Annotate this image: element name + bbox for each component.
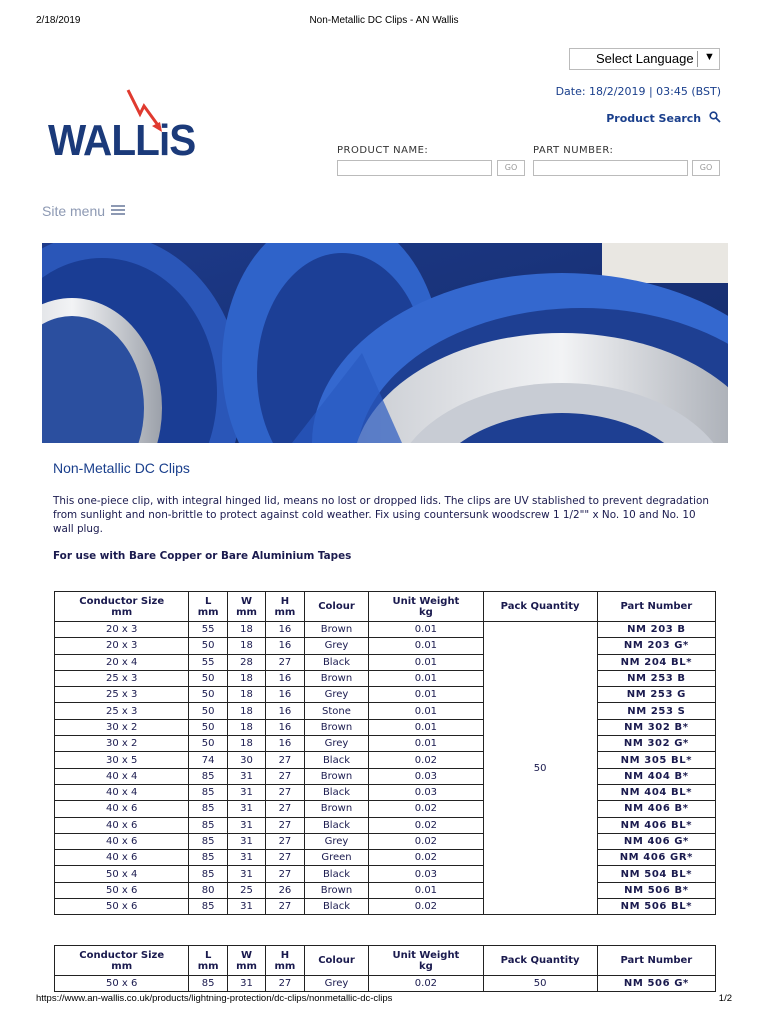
unit-weight-cell: 0.01 <box>369 654 483 670</box>
conductor-size-cell: 40 x 6 <box>55 850 189 866</box>
part-number-cell[interactable]: NM 253 G <box>597 687 715 703</box>
pack-quantity-cell: 50 <box>483 622 597 915</box>
conductor-size-cell: 25 x 3 <box>55 670 189 686</box>
conductor-size-cell: 40 x 4 <box>55 768 189 784</box>
table-row <box>55 833 716 849</box>
conductor-size-cell: 30 x 5 <box>55 752 189 768</box>
language-select[interactable] <box>569 48 720 70</box>
length-cell: 85 <box>189 784 227 800</box>
table-row <box>55 622 716 638</box>
width-cell: 31 <box>227 899 265 915</box>
unit-weight-cell: 0.03 <box>369 866 483 882</box>
height-cell: 16 <box>266 670 304 686</box>
height-cell: 27 <box>266 784 304 800</box>
height-cell: 16 <box>266 703 304 719</box>
colour-cell: Brown <box>304 719 369 735</box>
width-cell: 25 <box>227 882 265 898</box>
hero-image <box>42 243 728 443</box>
intro-paragraph: This one-piece clip, with integral hinged lid, means no lost or dropped lids. The clips are UV stablished to prevent degradation from sunlight and non-brittle to protect against cold weather. Fix using countersunk woodscrew 1 1/2"" x No. 10 and No. 10 wall plug. <box>53 495 709 535</box>
col-unit-weight: Unit Weight kg <box>369 946 483 976</box>
conductor-size-cell: 20 x 3 <box>55 622 189 638</box>
conductor-size-cell: 40 x 6 <box>55 801 189 817</box>
colour-cell: Brown <box>304 768 369 784</box>
length-cell: 85 <box>189 850 227 866</box>
length-cell: 50 <box>189 703 227 719</box>
col-part-number: Part Number <box>597 946 715 976</box>
col-colour: Colour <box>304 592 369 622</box>
colour-cell: Black <box>304 817 369 833</box>
part-number-cell[interactable]: NM 305 BL* <box>597 752 715 768</box>
length-cell: 85 <box>189 833 227 849</box>
product-name-label: PRODUCT NAME: <box>337 145 429 156</box>
length-cell: 55 <box>189 622 227 638</box>
width-cell: 18 <box>227 670 265 686</box>
unit-weight-cell: 0.02 <box>369 752 483 768</box>
height-cell: 27 <box>266 850 304 866</box>
col-conductor-size: Conductor Size mm <box>55 592 189 622</box>
hamburger-menu-icon <box>111 205 125 215</box>
table-row <box>55 719 716 735</box>
width-cell: 31 <box>227 850 265 866</box>
unit-weight-cell: 0.03 <box>369 784 483 800</box>
language-select-divider <box>697 51 698 67</box>
search-icon <box>709 111 721 123</box>
table-row <box>55 654 716 670</box>
colour-cell: Grey <box>304 736 369 752</box>
conductor-size-cell: 50 x 6 <box>55 882 189 898</box>
unit-weight-cell: 0.03 <box>369 768 483 784</box>
table-row <box>55 866 716 882</box>
colour-cell: Black <box>304 784 369 800</box>
height-cell: 16 <box>266 687 304 703</box>
width-cell: 31 <box>227 833 265 849</box>
length-cell: 50 <box>189 670 227 686</box>
height-cell: 27 <box>266 768 304 784</box>
col-w: W mm <box>227 592 265 622</box>
print-url: https://www.an-wallis.co.uk/products/lightning-protection/dc-clips/nonmetallic-dc-clips <box>36 993 393 1004</box>
conductor-size-cell: 50 x 4 <box>55 866 189 882</box>
colour-cell: Black <box>304 654 369 670</box>
length-cell: 85 <box>189 768 227 784</box>
length-cell: 55 <box>189 654 227 670</box>
product-search-label: Product Search <box>606 112 702 125</box>
unit-weight-cell: 0.02 <box>369 850 483 866</box>
dropdown-arrow-icon: ▼ <box>704 51 715 63</box>
col-part-number: Part Number <box>597 592 715 622</box>
length-cell: 85 <box>189 817 227 833</box>
width-cell: 31 <box>227 784 265 800</box>
colour-cell: Grey <box>304 687 369 703</box>
unit-weight-cell: 0.02 <box>369 833 483 849</box>
part-number-cell[interactable]: NM 406 GR* <box>597 850 715 866</box>
clips-table-continued <box>54 945 716 992</box>
part-number-cell[interactable]: NM 506 G* <box>597 976 715 992</box>
table-row <box>55 801 716 817</box>
conductor-size-cell: 25 x 3 <box>55 687 189 703</box>
unit-weight-cell: 0.02 <box>369 899 483 915</box>
table-row <box>55 752 716 768</box>
height-cell: 27 <box>266 833 304 849</box>
height-cell: 27 <box>266 899 304 915</box>
table-row <box>55 703 716 719</box>
unit-weight-cell: 0.01 <box>369 622 483 638</box>
part-number-label: PART NUMBER: <box>533 145 614 156</box>
height-cell: 16 <box>266 622 304 638</box>
print-date: 2/18/2019 <box>36 15 81 26</box>
height-cell: 27 <box>266 817 304 833</box>
part-number-input[interactable] <box>533 160 688 176</box>
colour-cell: Brown <box>304 622 369 638</box>
colour-cell: Brown <box>304 801 369 817</box>
width-cell: 18 <box>227 687 265 703</box>
table-row <box>55 899 716 915</box>
part-number-cell[interactable]: NM 406 G* <box>597 833 715 849</box>
length-cell: 74 <box>189 752 227 768</box>
length-cell: 85 <box>189 899 227 915</box>
height-cell: 27 <box>266 801 304 817</box>
print-page-number: 1/2 <box>718 993 732 1004</box>
table-row <box>55 638 716 654</box>
colour-cell: Black <box>304 866 369 882</box>
part-number-cell[interactable]: NM 404 B* <box>597 768 715 784</box>
table-header-row <box>55 946 716 976</box>
table-row <box>55 670 716 686</box>
conductor-size-cell: 30 x 2 <box>55 719 189 735</box>
table-row <box>55 687 716 703</box>
unit-weight-cell: 0.01 <box>369 719 483 735</box>
unit-weight-cell: 0.02 <box>369 976 483 992</box>
wallis-logo[interactable] <box>48 88 198 172</box>
colour-cell: Grey <box>304 833 369 849</box>
length-cell: 85 <box>189 866 227 882</box>
part-number-cell[interactable]: NM 404 BL* <box>597 784 715 800</box>
colour-cell: Brown <box>304 670 369 686</box>
conductor-size-cell: 40 x 4 <box>55 784 189 800</box>
product-name-go-button[interactable]: GO <box>497 160 525 176</box>
site-menu-label: Site menu <box>42 203 106 219</box>
table-header-row <box>55 592 716 622</box>
part-number-cell[interactable]: NM 406 BL* <box>597 817 715 833</box>
height-cell: 27 <box>266 866 304 882</box>
width-cell: 31 <box>227 801 265 817</box>
page-title: Non-Metallic DC Clips <box>53 460 190 476</box>
height-cell: 16 <box>266 719 304 735</box>
unit-weight-cell: 0.02 <box>369 801 483 817</box>
col-unit-weight: Unit Weight kg <box>369 592 483 622</box>
width-cell: 28 <box>227 654 265 670</box>
unit-weight-cell: 0.01 <box>369 882 483 898</box>
language-select-label: Select Language <box>596 51 694 66</box>
length-cell: 50 <box>189 687 227 703</box>
height-cell: 27 <box>266 752 304 768</box>
product-search-link[interactable] <box>606 111 721 125</box>
unit-weight-cell: 0.02 <box>369 817 483 833</box>
length-cell: 80 <box>189 882 227 898</box>
site-menu-button[interactable] <box>42 203 125 219</box>
conductor-size-cell: 25 x 3 <box>55 703 189 719</box>
table-row <box>55 736 716 752</box>
col-pack-quantity: Pack Quantity <box>483 946 597 976</box>
product-name-input[interactable] <box>337 160 492 176</box>
col-l: L mm <box>189 592 227 622</box>
length-cell: 50 <box>189 719 227 735</box>
col-pack-quantity: Pack Quantity <box>483 592 597 622</box>
table-row <box>55 850 716 866</box>
height-cell: 16 <box>266 736 304 752</box>
col-conductor-size: Conductor Size mm <box>55 946 189 976</box>
length-cell: 50 <box>189 638 227 654</box>
part-number-cell[interactable]: NM 406 B* <box>597 801 715 817</box>
conductor-size-cell: 30 x 2 <box>55 736 189 752</box>
width-cell: 31 <box>227 866 265 882</box>
width-cell: 30 <box>227 752 265 768</box>
unit-weight-cell: 0.01 <box>369 736 483 752</box>
width-cell: 18 <box>227 736 265 752</box>
unit-weight-cell: 0.01 <box>369 638 483 654</box>
colour-cell: Black <box>304 899 369 915</box>
part-number-cell[interactable]: NM 302 G* <box>597 736 715 752</box>
colour-cell: Black <box>304 752 369 768</box>
part-number-cell[interactable]: NM 506 B* <box>597 882 715 898</box>
width-cell: 18 <box>227 622 265 638</box>
table-row <box>55 817 716 833</box>
part-number-go-button[interactable]: GO <box>692 160 720 176</box>
unit-weight-cell: 0.01 <box>369 670 483 686</box>
width-cell: 18 <box>227 719 265 735</box>
colour-cell: Grey <box>304 638 369 654</box>
part-number-cell[interactable]: NM 504 BL* <box>597 866 715 882</box>
table-row <box>55 784 716 800</box>
conductor-size-cell: 50 x 6 <box>55 976 189 992</box>
width-cell: 18 <box>227 703 265 719</box>
conductor-size-cell: 40 x 6 <box>55 817 189 833</box>
height-cell: 27 <box>266 654 304 670</box>
part-number-cell[interactable]: NM 203 B <box>597 622 715 638</box>
conductor-size-cell: 20 x 3 <box>55 638 189 654</box>
table-row <box>55 882 716 898</box>
pack-quantity-cell: 50 <box>483 976 597 992</box>
col-w: W mm <box>227 946 265 976</box>
unit-weight-cell: 0.01 <box>369 687 483 703</box>
section-subheading: For use with Bare Copper or Bare Aluminium Tapes <box>53 550 352 562</box>
width-cell: 31 <box>227 817 265 833</box>
width-cell: 18 <box>227 638 265 654</box>
conductor-size-cell: 50 x 6 <box>55 899 189 915</box>
part-number-cell[interactable]: NM 253 S <box>597 703 715 719</box>
clips-table <box>54 591 716 915</box>
conductor-size-cell: 40 x 6 <box>55 833 189 849</box>
length-cell: 85 <box>189 801 227 817</box>
table-row <box>55 768 716 784</box>
part-number-cell[interactable]: NM 253 B <box>597 670 715 686</box>
part-number-cell[interactable]: NM 204 BL* <box>597 654 715 670</box>
length-cell: 85 <box>189 976 227 992</box>
height-cell: 27 <box>266 976 304 992</box>
col-colour: Colour <box>304 946 369 976</box>
date-time: Date: 18/2/2019 | 03:45 (BST) <box>555 85 721 98</box>
unit-weight-cell: 0.01 <box>369 703 483 719</box>
col-h: H mm <box>266 592 304 622</box>
col-h: H mm <box>266 946 304 976</box>
height-cell: 16 <box>266 638 304 654</box>
colour-cell: Brown <box>304 882 369 898</box>
col-l: L mm <box>189 946 227 976</box>
part-number-cell[interactable]: NM 506 BL* <box>597 899 715 915</box>
print-title: Non-Metallic DC Clips - AN Wallis <box>309 15 459 26</box>
table-row <box>55 976 716 992</box>
length-cell: 50 <box>189 736 227 752</box>
width-cell: 31 <box>227 976 265 992</box>
colour-cell: Grey <box>304 976 369 992</box>
part-number-cell[interactable]: NM 302 B* <box>597 719 715 735</box>
height-cell: 26 <box>266 882 304 898</box>
colour-cell: Stone <box>304 703 369 719</box>
logo-wordmark: WALLiS <box>48 116 196 165</box>
part-number-cell[interactable]: NM 203 G* <box>597 638 715 654</box>
conductor-size-cell: 20 x 4 <box>55 654 189 670</box>
width-cell: 31 <box>227 768 265 784</box>
colour-cell: Green <box>304 850 369 866</box>
